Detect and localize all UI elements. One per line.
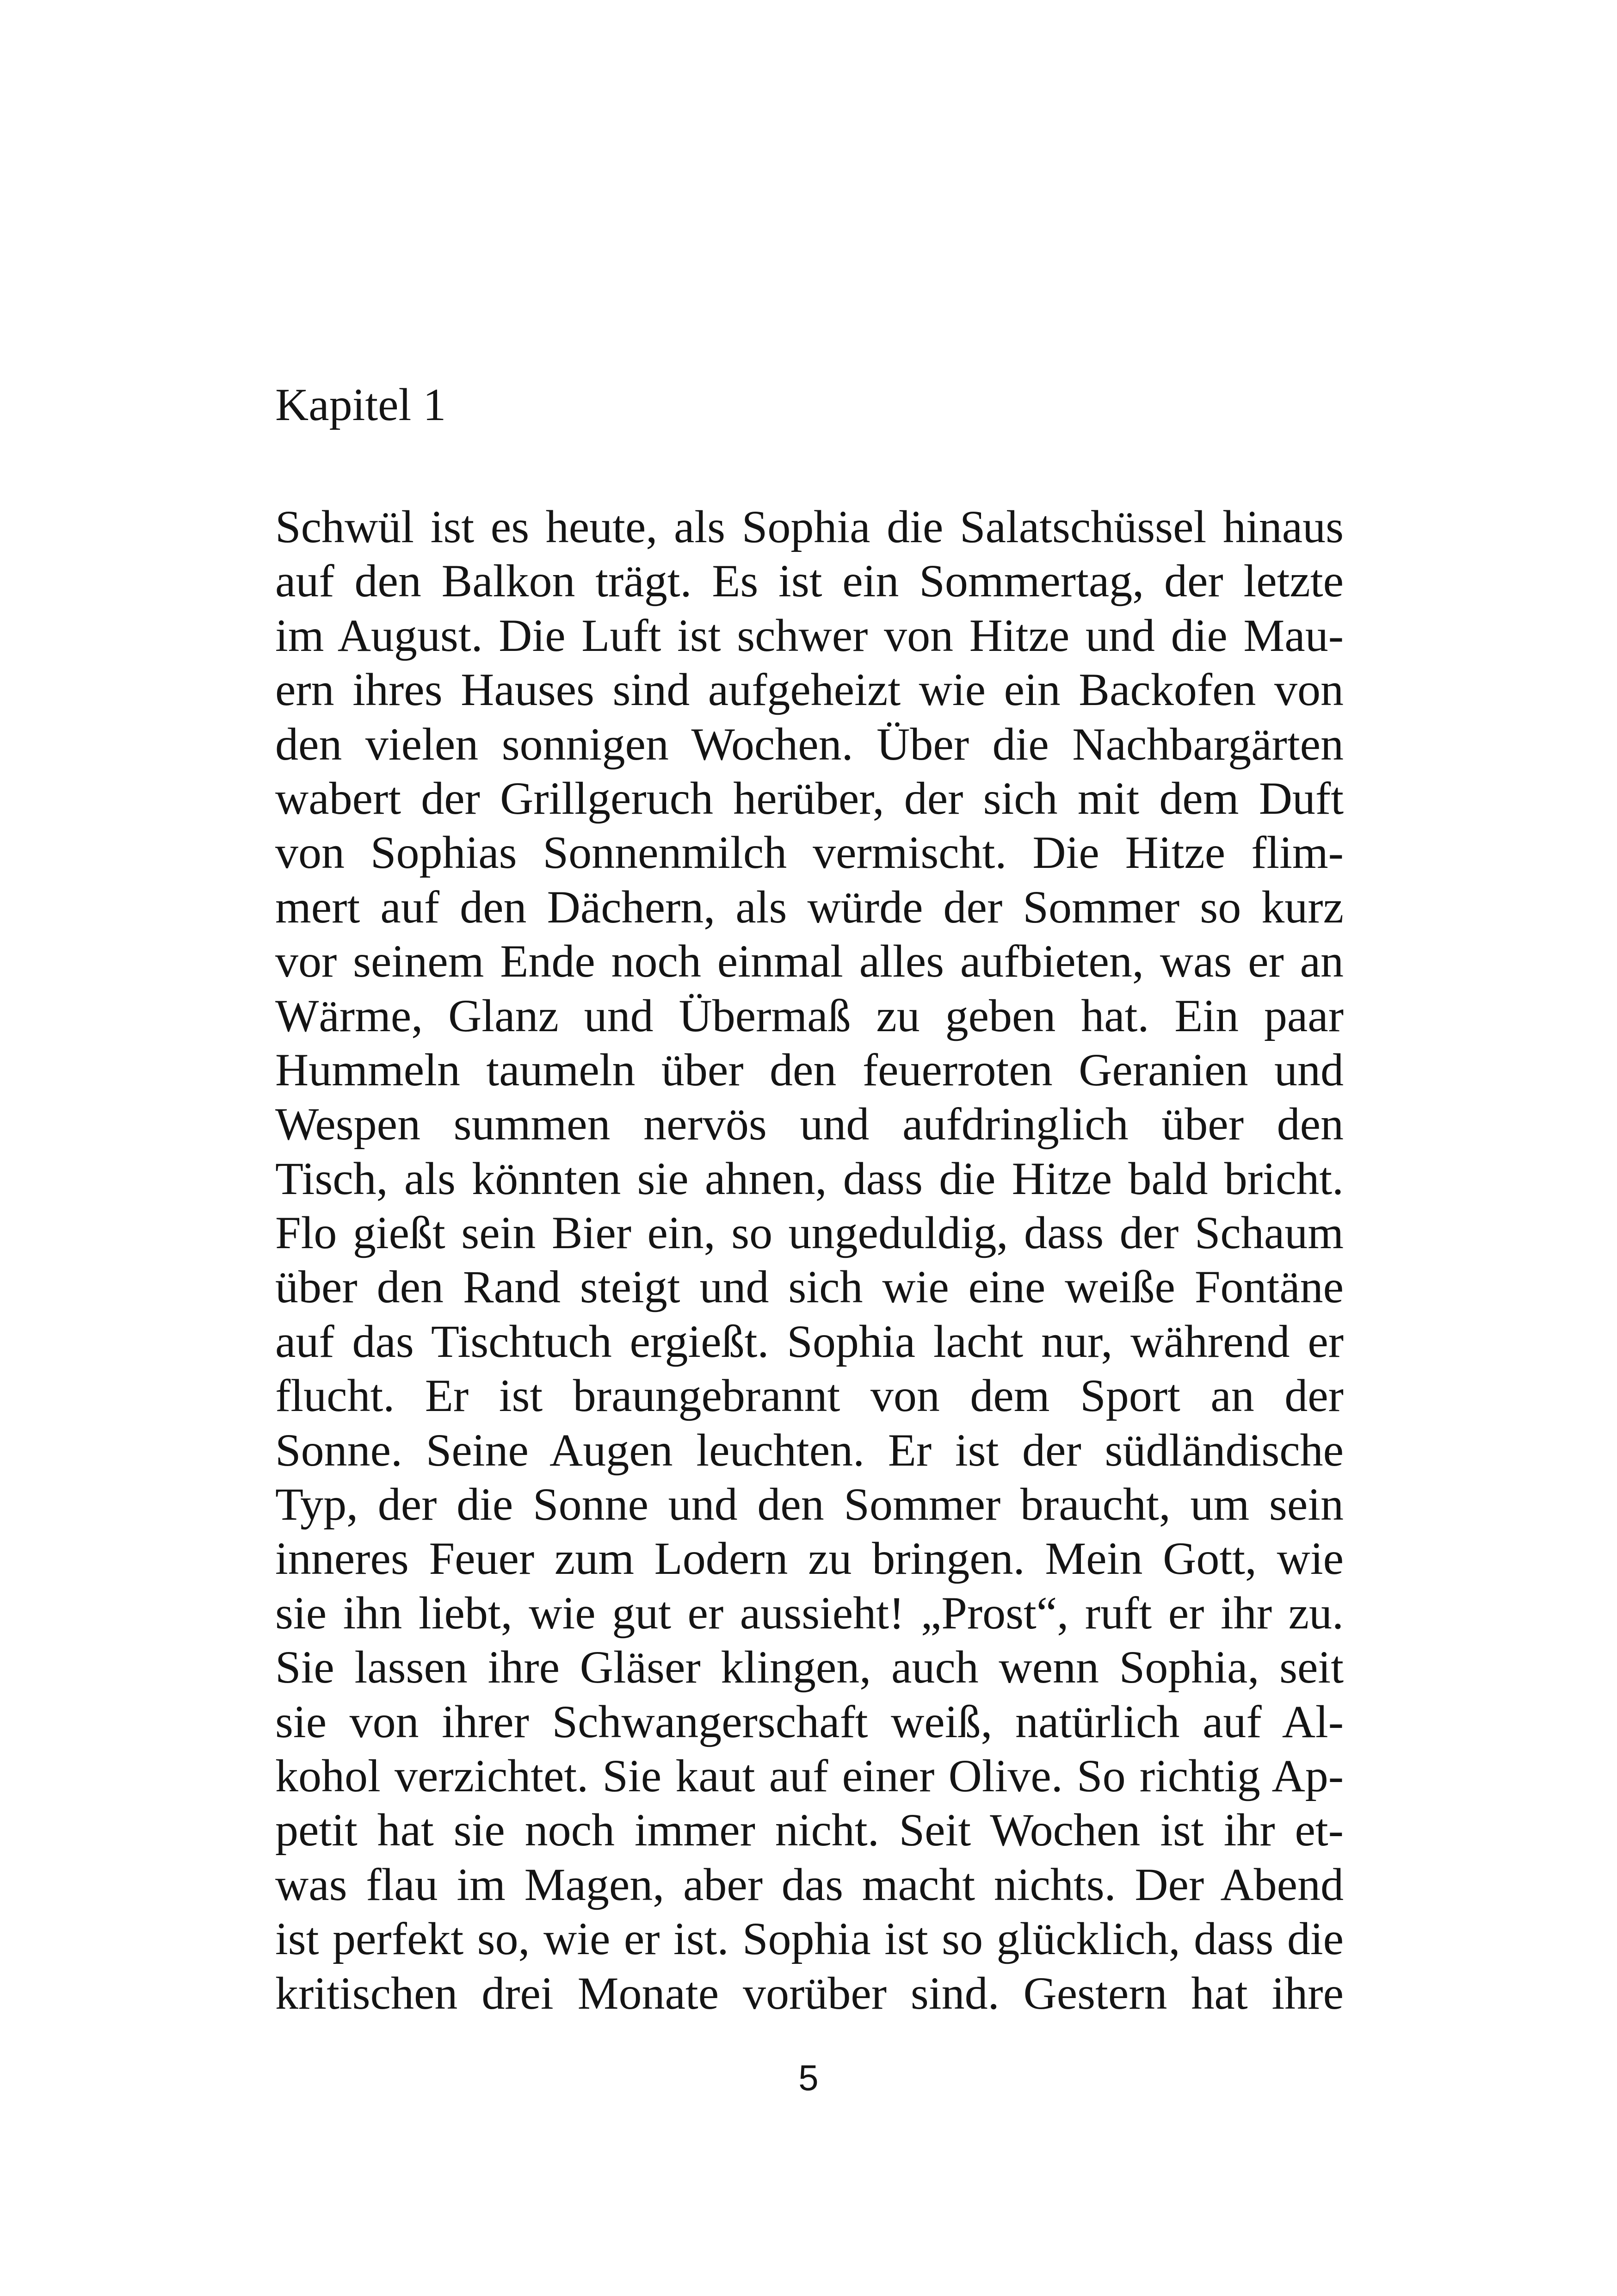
text-line: vor seinem Ende noch einmal alles aufbieten, was er an [275,935,1344,987]
text-line: petit hat sie noch immer nicht. Seit Wochen ist ihr et- [275,1804,1344,1856]
text-line: den vielen sonnigen Wochen. Über die Nachbargärten [275,718,1344,770]
text-line: wabert der Grillgeruch herüber, der sich mit dem Duft [275,772,1344,824]
text-line: sie ihn liebt, wie gut er aussieht! „Prost“, ruft er ihr zu. [275,1587,1344,1639]
text-line: auf den Balkon trägt. Es ist ein Sommertag, der letzte [275,555,1344,607]
text-line: kritischen drei Monate vorüber sind. Gestern hat ihre [275,1967,1344,2019]
text-line: über den Rand steigt und sich wie eine weiße Fontäne [275,1261,1344,1313]
text-line: auf das Tischtuch ergießt. Sophia lacht nur, während er [275,1315,1344,1367]
text-line: inneres Feuer zum Lodern zu bringen. Mein Gott, wie [275,1533,1344,1584]
text-line: Schwül ist es heute, als Sophia die Salatschüssel hinaus [275,501,1344,552]
text-line: mert auf den Dächern, als würde der Sommer so kurz [275,881,1344,933]
text-line: Hummeln taumeln über den feuerroten Geranien und [275,1044,1344,1095]
text-line: im August. Die Luft ist schwer von Hitze und die Mau- [275,609,1344,661]
text-line: was flau im Magen, aber das macht nichts. Der Abend [275,1858,1344,1910]
text-line: ist perfekt so, wie er ist. Sophia ist so glücklich, dass die [275,1913,1344,1965]
text-line: Tisch, als könnten sie ahnen, dass die Hitze bald bricht. [275,1152,1344,1204]
text-line: Wärme, Glanz und Übermaß zu geben hat. Ein paar [275,990,1344,1041]
text-line: Sie lassen ihre Gläser klingen, auch wenn Sophia, seit [275,1641,1344,1693]
body-paragraph [275,500,1344,2020]
text-line: von Sophias Sonnenmilch vermischt. Die Hitze flim- [275,827,1344,879]
text-line: kohol verzichtet. Sie kaut auf einer Olive. So richtig Ap- [275,1750,1344,1801]
text-line: sie von ihrer Schwangerschaft weiß, natürlich auf Al- [275,1696,1344,1747]
text-line: Flo gießt sein Bier ein, so ungeduldig, dass der Schaum [275,1207,1344,1259]
chapter-title: Kapitel 1 [275,379,446,430]
text-line: Typ, der die Sonne und den Sommer braucht, um sein [275,1479,1344,1530]
text-line: Sonne. Seine Augen leuchten. Er ist der südländische [275,1424,1344,1476]
text-line: Wespen summen nervös und aufdringlich über den [275,1098,1344,1150]
text-line: flucht. Er ist braungebrannt von dem Sport an der [275,1370,1344,1422]
text-line: ern ihres Hauses sind aufgeheizt wie ein Backofen von [275,664,1344,716]
page-number: 5 [798,2057,819,2098]
